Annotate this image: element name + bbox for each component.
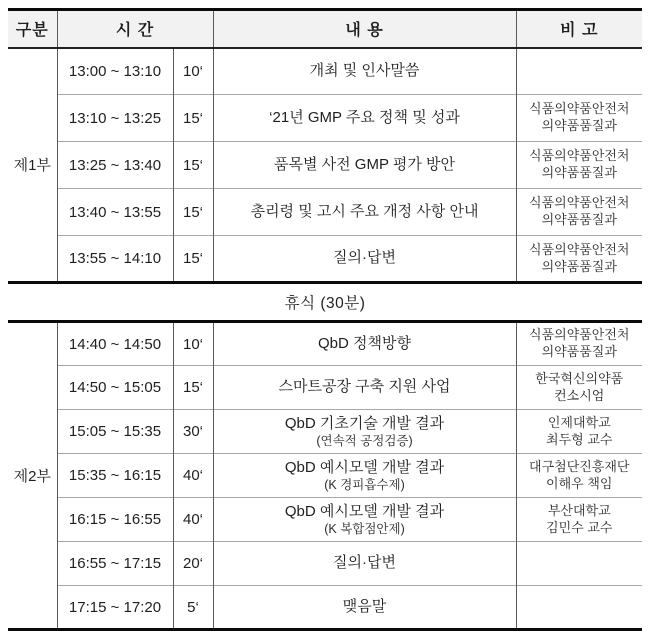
time-cell: 13:55 ~ 14:10	[57, 236, 173, 283]
content-cell	[213, 95, 516, 142]
note-line: 의약품품질과	[541, 258, 617, 274]
agenda-row	[8, 366, 642, 410]
time-cell: 15:35 ~ 16:15	[57, 454, 173, 498]
session1-table	[8, 8, 642, 284]
note-cell	[516, 410, 642, 454]
content-cell	[213, 322, 516, 366]
note-line: 한국혁신의약품	[535, 370, 624, 386]
content-title: QbD 예시모델 개발 결과	[284, 502, 445, 520]
agenda-row	[8, 454, 642, 498]
content-title: 스마트공장 구축 지원 사업	[278, 378, 451, 396]
note-line: 이해우 책임	[546, 475, 613, 491]
note-line: 의약품품질과	[541, 118, 617, 133]
note-line: 김민수 교수	[546, 519, 613, 535]
content-title: 개최 및 인사말씀	[309, 61, 420, 79]
note-cell	[516, 95, 642, 142]
note-line: 식품의약품안전처	[529, 327, 630, 343]
duration-cell: 15‘	[173, 366, 213, 410]
note-line: 식품의약품안전처	[529, 195, 630, 211]
note-cell	[516, 142, 642, 189]
agenda-row	[8, 586, 642, 630]
agenda-row	[8, 236, 642, 283]
note-cell	[516, 189, 642, 236]
duration-cell: 15‘	[173, 142, 213, 189]
content-subtitle: (연속적 공정검증)	[316, 433, 413, 448]
agenda-row	[8, 322, 642, 366]
note-line: 인제대학교	[547, 414, 611, 430]
time-cell: 13:10 ~ 13:25	[57, 95, 173, 142]
content-title: QbD 기초기술 개발 결과	[284, 414, 445, 432]
content-title: 맺음말	[342, 597, 387, 615]
content-cell	[213, 236, 516, 283]
break-row	[8, 284, 642, 320]
duration-cell: 30‘	[173, 410, 213, 454]
content-title: 질의·답변	[333, 249, 396, 267]
time-cell: 13:25 ~ 13:40	[57, 142, 173, 189]
header-time: 시 간	[57, 10, 213, 48]
note-cell	[516, 48, 642, 95]
header-content: 내 용	[213, 10, 516, 48]
content-cell	[213, 48, 516, 95]
time-cell: 16:15 ~ 16:55	[57, 498, 173, 542]
header-note: 비 고	[516, 10, 642, 48]
agenda-row	[8, 189, 642, 236]
duration-cell: 40‘	[173, 498, 213, 542]
content-cell	[213, 498, 516, 542]
agenda-row	[8, 95, 642, 142]
content-title: QbD 정책방향	[318, 334, 411, 352]
session-label-cell: 제2부	[13, 468, 51, 485]
note-cell	[516, 322, 642, 366]
note-line: 식품의약품안전처	[529, 241, 630, 257]
time-cell: 13:40 ~ 13:55	[57, 189, 173, 236]
time-cell: 15:05 ~ 15:35	[57, 410, 173, 454]
content-cell	[213, 454, 516, 498]
content-title: 총리령 및 고시 주요 개정 사항 안내	[250, 202, 479, 220]
time-cell: 13:00 ~ 13:10	[57, 48, 173, 95]
agenda-row	[8, 48, 642, 95]
time-cell: 16:55 ~ 17:15	[57, 542, 173, 586]
duration-cell: 5‘	[173, 586, 213, 630]
duration-cell: 15‘	[173, 236, 213, 283]
content-title: ‘21년 GMP 주요 정책 및 성과	[269, 108, 460, 126]
agenda-row	[8, 498, 642, 542]
duration-cell: 20‘	[173, 542, 213, 586]
note-line: 부산대학교	[547, 502, 611, 518]
note-line: 컨소시엄	[554, 387, 605, 403]
table-header	[8, 10, 642, 48]
content-cell	[213, 542, 516, 586]
session-label-cell: 제1부	[13, 157, 51, 175]
note-cell	[516, 236, 642, 283]
time-cell: 14:50 ~ 15:05	[57, 366, 173, 410]
note-cell	[516, 542, 642, 586]
note-line: 의약품품질과	[541, 165, 617, 180]
note-line: 식품의약품안전처	[529, 101, 630, 117]
content-subtitle: (K 경피흡수제)	[324, 477, 405, 492]
note-line: 최두형 교수	[546, 431, 613, 447]
break-label: 휴식 (30분)	[284, 295, 366, 312]
note-cell	[516, 498, 642, 542]
agenda-row	[8, 542, 642, 586]
content-cell	[213, 410, 516, 454]
content-title: 품목별 사전 GMP 평가 방안	[274, 155, 455, 173]
duration-cell: 15‘	[173, 95, 213, 142]
note-line: 식품의약품안전처	[529, 148, 630, 164]
content-cell	[213, 586, 516, 630]
content-subtitle: (K 복합점안제)	[324, 521, 405, 536]
note-cell	[516, 454, 642, 498]
note-line: 의약품품질과	[541, 212, 617, 227]
time-cell: 17:15 ~ 17:20	[57, 586, 173, 630]
agenda-row	[8, 410, 642, 454]
header-gubun: 구분	[8, 10, 57, 48]
content-cell	[213, 366, 516, 410]
time-cell: 14:40 ~ 14:50	[57, 322, 173, 366]
note-cell	[516, 366, 642, 410]
agenda-row	[8, 142, 642, 189]
content-cell	[213, 189, 516, 236]
duration-cell: 10‘	[173, 48, 213, 95]
duration-cell: 40‘	[173, 454, 213, 498]
session2-table	[8, 320, 642, 631]
note-cell	[516, 586, 642, 630]
duration-cell: 10‘	[173, 322, 213, 366]
duration-cell: 15‘	[173, 189, 213, 236]
content-title: QbD 예시모델 개발 결과	[284, 458, 445, 476]
content-title: 질의·답변	[333, 554, 396, 572]
content-cell	[213, 142, 516, 189]
note-line: 의약품품질과	[541, 344, 617, 359]
note-line: 대구첨단진흥재단	[529, 458, 630, 474]
